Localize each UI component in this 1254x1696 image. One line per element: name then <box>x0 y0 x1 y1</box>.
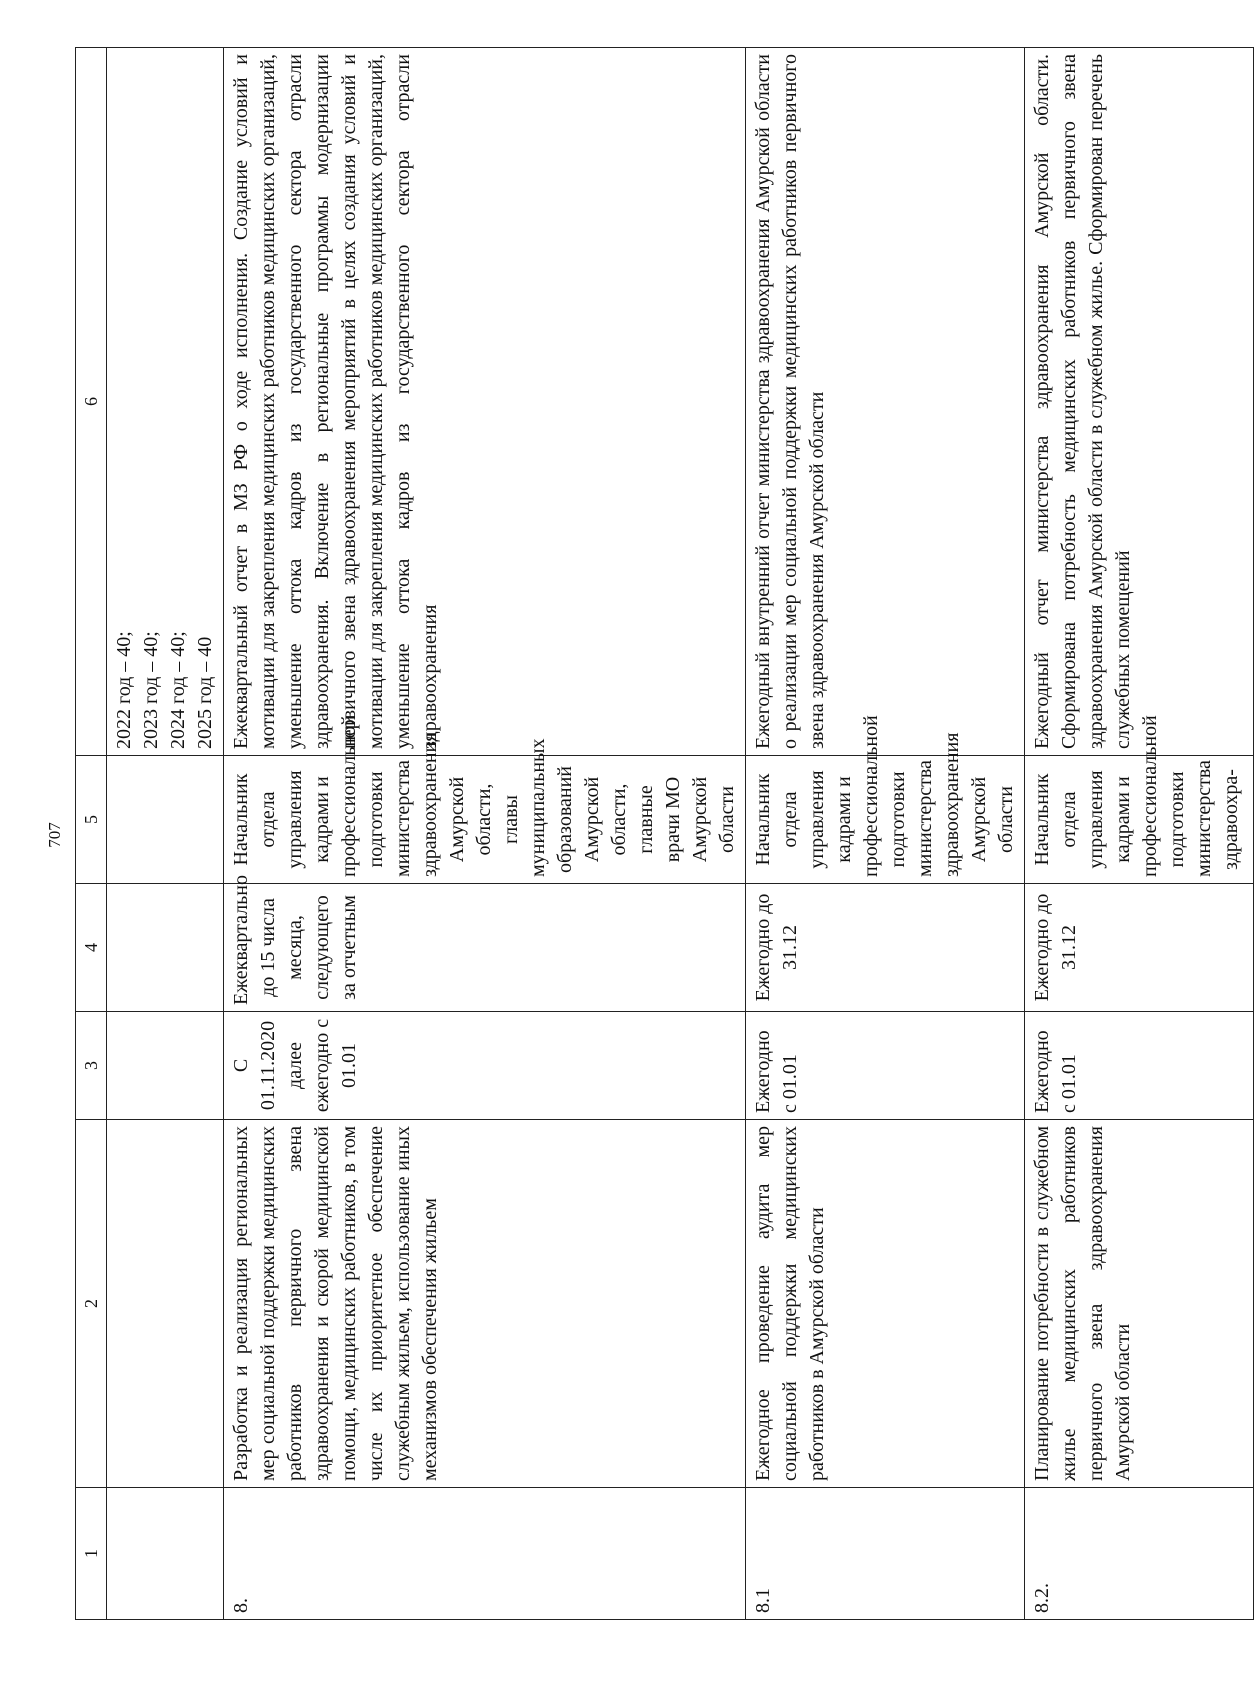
table-row-continued <box>107 48 224 1620</box>
measures-table <box>75 47 1254 1620</box>
header-cell: 6 <box>76 48 107 756</box>
start-cell: С 01.11.2020 далее ежегодно с 01.01 <box>224 1012 746 1120</box>
result-cell: Ежеквартальный отчет в МЗ РФ о ходе исполнения. Создание условий и мотивации для закрепления медицинских работников медицинских организаций, уменьшение оттока кадров из государственного сектора отрасли здравоохранения. Включение в региональные программы модернизации первичного звена здравоохранения мероприятий в целях создания условий и мотивации для закрепления медицинских работников медицинских организаций, уменьшение оттока кадров из государственного сектора отрасли здравоохранения <box>224 48 746 756</box>
header-cell: 3 <box>76 1012 107 1120</box>
start-cell: Ежегодно с 01.01 <box>746 1012 1025 1120</box>
responsible-cell: Начальник отдела управления кадрами и профессиональной подготовки министерства здравоохранения Амурской области <box>746 756 1025 884</box>
header-cell: 1 <box>76 1488 107 1620</box>
result-cell: Ежегодный внутренний отчет министерства здравоохранения Амурской области о реализации мер социальной поддержки медицинских работников первичного звена здравоохранения Амурской области <box>746 48 1025 756</box>
page-number: 707 <box>45 822 64 848</box>
rotated-table-container <box>75 48 1242 1620</box>
header-row <box>76 48 107 1620</box>
num-cell <box>107 1488 224 1620</box>
header-cell: 2 <box>76 1120 107 1488</box>
task-cell: Разработка и реализация региональных мер социальной поддержки медицинских работников первичного звена здравоохранения и скорой медицинской помощи, медицинских работников, в том числе их приоритетное обеспечение служебным жильем, использование иных механизмов обеспечения жильем <box>224 1120 746 1488</box>
result-line: 2023 год – 40; <box>140 631 162 749</box>
deadline-cell <box>107 884 224 1012</box>
task-cell <box>107 1120 224 1488</box>
deadline-cell: Ежегодно до 31.12 <box>1025 884 1254 1012</box>
result-cell: Ежегодный отчет министерства здравоохранения Амурской области. Сформирована потребность медицинских работников первичного звена здравоохранения Амурской области в служебном жилье. Сформирован перечень служебных помещений <box>1025 48 1254 756</box>
deadline-cell: Ежегодно до 31.12 <box>746 884 1025 1012</box>
result-line: 2022 год – 40; <box>113 631 135 749</box>
task-cell: Ежегодное проведение аудита мер социальной поддержки медицинских работников в Амурской области <box>746 1120 1025 1488</box>
result-line: 2025 год – 40 <box>194 636 216 749</box>
header-cell: 4 <box>76 884 107 1012</box>
responsible-cell: Начальник отдела управления кадрами и профессиональной подготовки министерства здравоохра- <box>1025 756 1254 884</box>
task-cell: Планирование потребности в служебном жилье медицинских работников первичного звена здравоохранения Амурской области <box>1025 1120 1254 1488</box>
table-row <box>1025 48 1254 1620</box>
header-cell: 5 <box>76 756 107 884</box>
num-cell: 8.1 <box>746 1488 1025 1620</box>
deadline-cell: Ежеквартально до 15 числа месяца, следующего за отчетным <box>224 884 746 1012</box>
num-cell: 8.2. <box>1025 1488 1254 1620</box>
responsible-cell: Начальник отдела управления кадрами и профессиональной подготовки министерства здравоохранения Амурской области, главы муниципальных образований Амурской области, главные врачи МО Амурской области <box>224 756 746 884</box>
start-cell: Ежегодно с 01.01 <box>1025 1012 1254 1120</box>
num-cell: 8. <box>224 1488 746 1620</box>
result-line: 2024 год – 40; <box>167 631 189 749</box>
start-cell <box>107 1012 224 1120</box>
table-row <box>746 48 1025 1620</box>
result-cell <box>107 48 224 756</box>
responsible-cell <box>107 756 224 884</box>
table-row <box>224 48 746 1620</box>
